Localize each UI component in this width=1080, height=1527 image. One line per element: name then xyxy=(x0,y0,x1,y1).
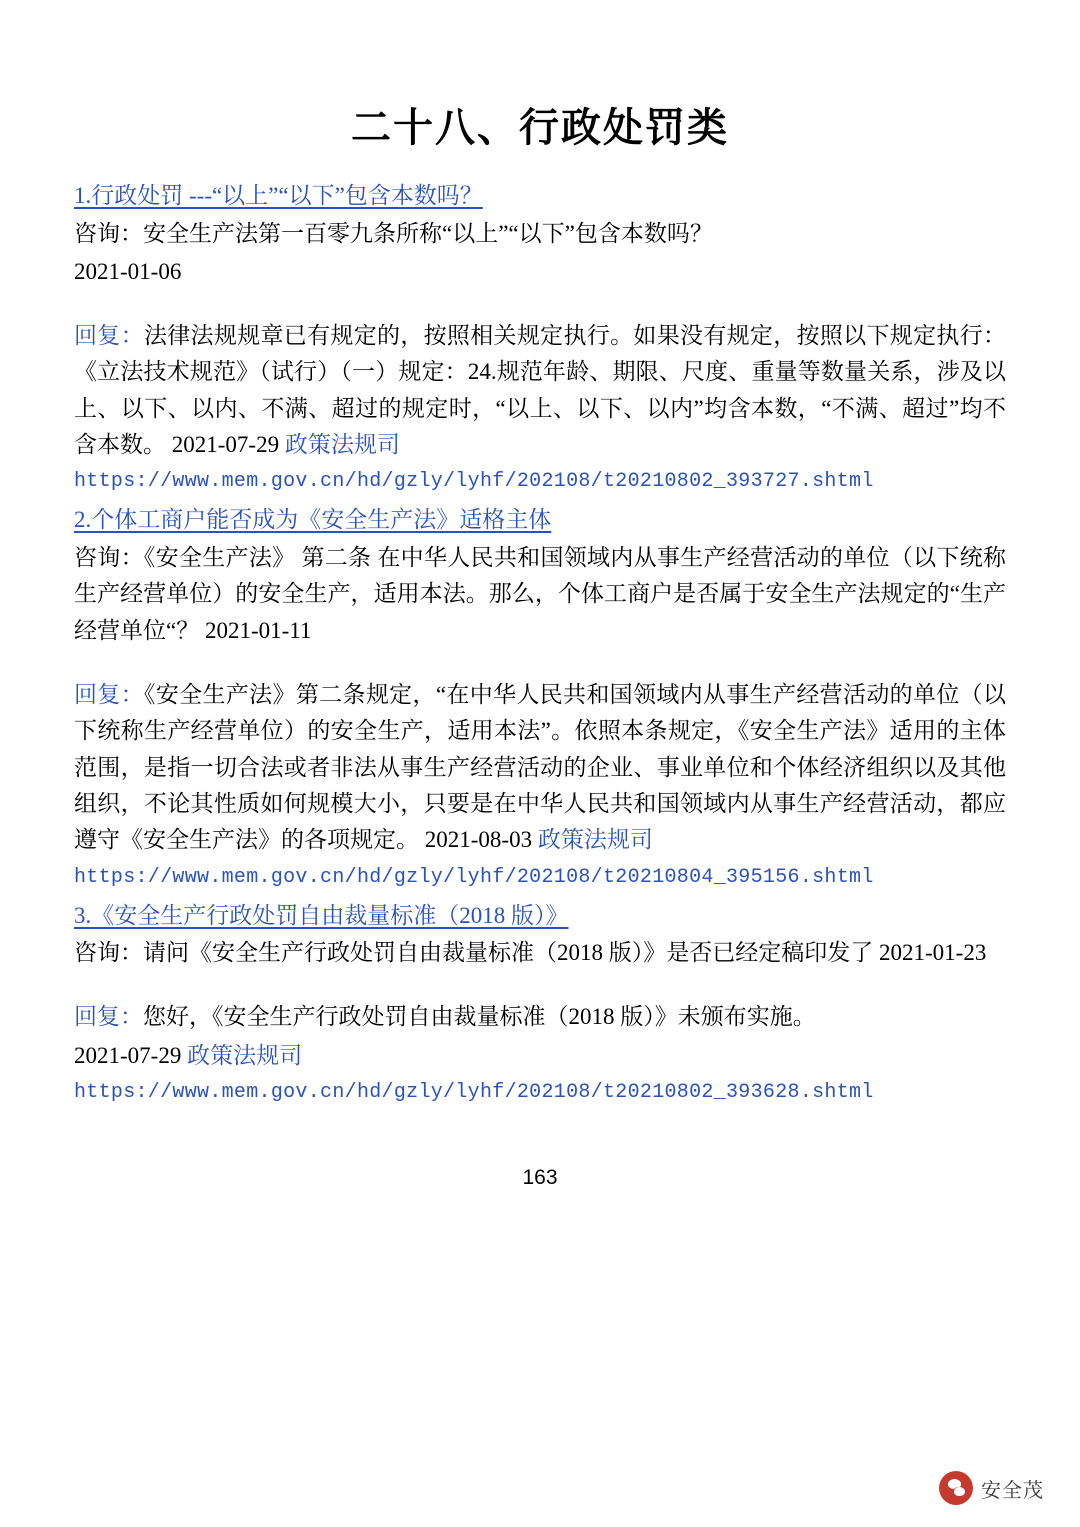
qa-answer-meta xyxy=(74,1038,1006,1074)
qa-question-date: 2021-01-11 xyxy=(204,617,312,643)
qa-department: 政策法规司 xyxy=(537,827,653,853)
qa-entry xyxy=(74,179,1006,497)
qa-answer-label: 回复： xyxy=(74,681,144,707)
qa-answer xyxy=(74,677,1006,859)
qa-question xyxy=(74,935,1006,971)
page-number: 163 xyxy=(522,1166,558,1190)
qa-department: 政策法规司 xyxy=(284,432,400,458)
qa-answer xyxy=(74,318,1006,463)
qa-entry xyxy=(74,899,1006,1108)
qa-heading[interactable]: 1.行政处罚 ---“以上”“以下”包含本数吗？ xyxy=(74,183,483,208)
qa-answer-text: 法律法规规章已有规定的，按照相关规定执行。如果没有规定，按照以下规定执行：《立法技术规范》（试行）（一）规定：24.规范年龄、期限、尺度、重量等数量关系，涉及以上、以下、以内、不满、超过的规定时，“以上、以下、以内”均含本数，“不满、超过”均不含本数。 xyxy=(74,323,1007,458)
qa-answer-date: 2021-07-29 xyxy=(74,1042,182,1068)
watermark-label: 安全茂 xyxy=(981,1479,1044,1502)
qa-question xyxy=(74,540,1006,649)
qa-answer-text: 您好，《安全生产行政处罚自由裁量标准（2018 版）》未颁布实施。 xyxy=(143,1004,816,1030)
qa-question-text: 咨询：安全生产法第一百零九条所称“以上”“以下”包含本数吗？ xyxy=(74,220,713,246)
qa-question-date: 2021-01-23 xyxy=(879,940,987,966)
source-url[interactable]: https://www.mem.gov.cn/hd/gzly/lyhf/202108/t20210802_393727.shtml xyxy=(74,470,874,494)
source-url[interactable]: https://www.mem.gov.cn/hd/gzly/lyhf/202108/t20210802_393628.shtml xyxy=(74,1081,874,1105)
page-title: 二十八、行政处罚类 xyxy=(351,105,729,150)
qa-question xyxy=(74,216,1006,252)
qa-question-date: 2021-01-06 xyxy=(74,258,182,284)
wechat-logo-icon xyxy=(939,1471,973,1505)
qa-heading[interactable]: 2.个体工商户能否成为《安全生产法》适格主体 xyxy=(74,507,552,533)
qa-answer-label: 回复： xyxy=(74,1004,143,1030)
qa-department: 政策法规司 xyxy=(187,1042,303,1068)
qa-answer-date: 2021-08-03 xyxy=(424,827,533,853)
qa-answer-text: 《安全生产法》第二条规定，“在中华人民共和国领域内从事生产经营活动的单位（以下统称生产经营单位）的安全生产，适用本法”。依照本条规定，《安全生产法》适用的主体范围，是指一切合法或者非法从事生产经营活动的企业、事业单位和个体经济组织以及其他组织，不论其性质如何规模大小，只要是在中华人民共和国领域内从事生产经营活动，都应遵守《安全生产法》的各项规定。 xyxy=(74,681,1006,853)
qa-question-text: 咨询：请问《安全生产行政处罚自由裁量标准（2018 版）》是否已经定稿印发了 xyxy=(74,940,874,966)
qa-heading[interactable]: 3.《安全生产行政处罚自由裁量标准（2018 版）》 xyxy=(74,902,569,928)
source-url[interactable]: https://www.mem.gov.cn/hd/gzly/lyhf/202108/t20210804_395156.shtml xyxy=(74,865,874,889)
qa-question-text: 咨询：《安全生产法》 第二条 在中华人民共和国领域内从事生产经营活动的单位（以下统称生产经营单位）的安全生产，适用本法。那么，个体工商户是否属于安全生产法规定的“生产经营单位“？ xyxy=(74,544,1006,643)
qa-entry xyxy=(74,503,1006,892)
qa-answer-label: 回复： xyxy=(74,323,144,349)
qa-answer-date: 2021-07-29 xyxy=(171,432,280,458)
watermark xyxy=(939,1471,1044,1505)
qa-answer xyxy=(74,999,1006,1035)
